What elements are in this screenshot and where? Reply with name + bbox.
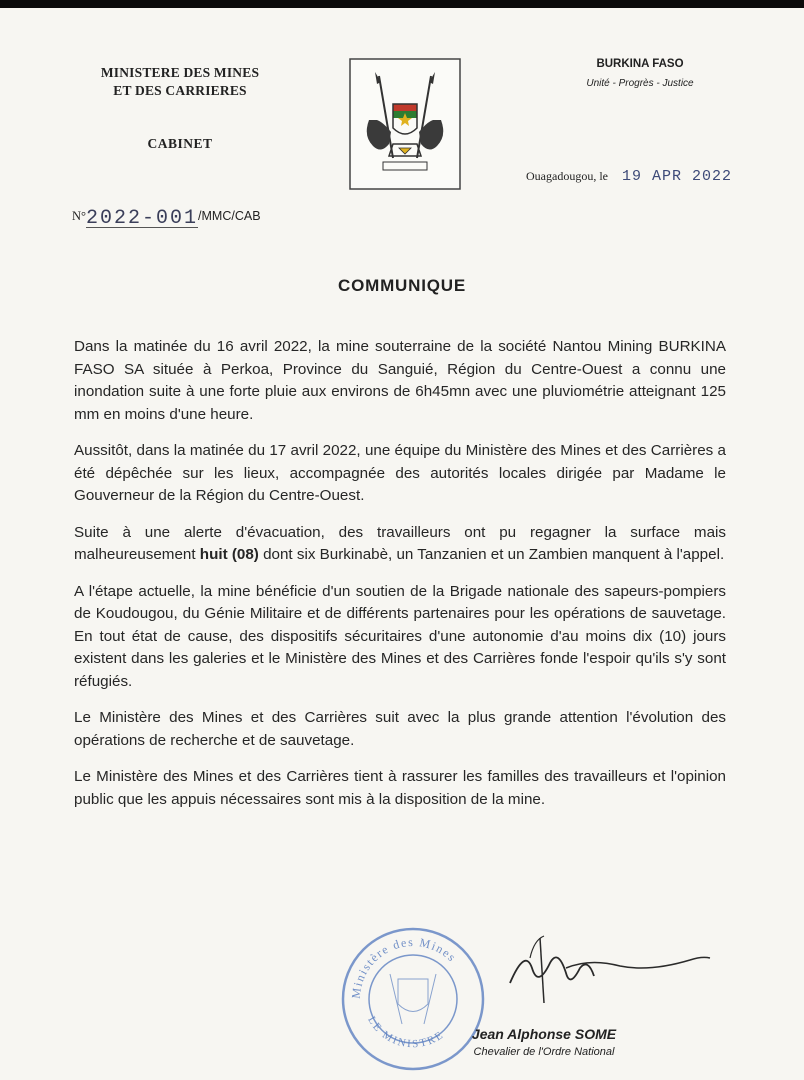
signatory-distinction: Chevalier de l'Ordre National [473,1046,615,1058]
top-border [0,0,804,8]
handwritten-signature [470,928,720,1008]
seal-top-text: Ministère des Mines [348,934,460,1000]
reference-prefix: N° [72,209,87,223]
date-place: Ouagadougou, le [526,169,608,183]
communique-body [74,336,726,825]
seal-bottom-text: LE MINISTRE [365,1014,447,1051]
ministry-line-1: MINISTERE DES MINES [100,65,260,80]
ministry-header [70,64,290,100]
paragraph-3-start: Suite à une alerte d'évacuation, des travailleurs ont pu regagner la surface mais malheureusement [74,523,726,563]
paragraph-6: Le Ministère des Mines et des Carrières tient à rassurer les familles des travailleurs et l'opinion public que les appuis nécessaires sont mis à la disposition de la mine. [74,768,726,808]
ministry-line-2: ET DES CARRIERES [113,83,247,98]
date-line [526,168,732,185]
document-title: COMMUNIQUE [338,276,466,295]
document-page [0,8,804,1080]
coat-of-arms-icon [349,58,461,190]
paragraph-5: Le Ministère des Mines et des Carrières suit avec la plus grande attention l'évolution des opérations de recherche et de sauvetage. [74,709,726,749]
paragraph-1: Dans la matinée du 16 avril 2022, la mine souterraine de la société Nantou Mining BURKINA FASO SA située à Perkoa, Province du Sanguié, Région du Centre-Ouest a connu une inondation suite à une forte pluie aux environs de 6h45mn avec une pluviométrie atteignant 125 mm en moins d'une heure. [74,338,726,423]
cabinet-label: CABINET [147,136,213,151]
svg-text:LE MINISTRE [365,1014,446,1050]
date-stamp: 19 APR 2022 [621,168,733,185]
paragraph-3 [74,522,726,567]
reference-suffix: /MMC/CAB [198,209,261,223]
paragraph-4: A l'étape actuelle, la mine bénéficie d'un soutien de la Brigade nationale des sapeurs-pompiers de Koudougou, du Génie Militaire et de différents partenaires pour les opérations de sauvetage. En tout état de cause, des dispositifs sécuritaires d'une autonomie d'au moins dix (10) jours existent dans les galeries et le Ministère des Mines et des Carrières fonde l'espoir qu'ils s'y sont réfugiés. [74,582,726,690]
country-name: BURKINA FASO [596,58,684,70]
missing-workers-count: huit (08) [199,546,259,563]
reference-number [72,204,261,228]
paragraph-3-end: dont six Burkinabè, un Tanzanien et un Zambien manquent à l'appel. [258,546,725,563]
signatory-name: Jean Alphonse SOME [471,1026,617,1042]
national-motto: Unité - Progrès - Justice [586,78,694,89]
paragraph-2: Aussitôt, dans la matinée du 17 avril 2022, une équipe du Ministère des Mines et des Carrières a été dépêchée sur les lieux, accompagnée des autorités locales dirigée par Madame le Gouverneur de la Région du Centre-Ouest. [74,442,726,504]
seal-emblem-icon [390,974,436,1024]
reference-handwritten-number: 2022-001 [86,207,199,230]
